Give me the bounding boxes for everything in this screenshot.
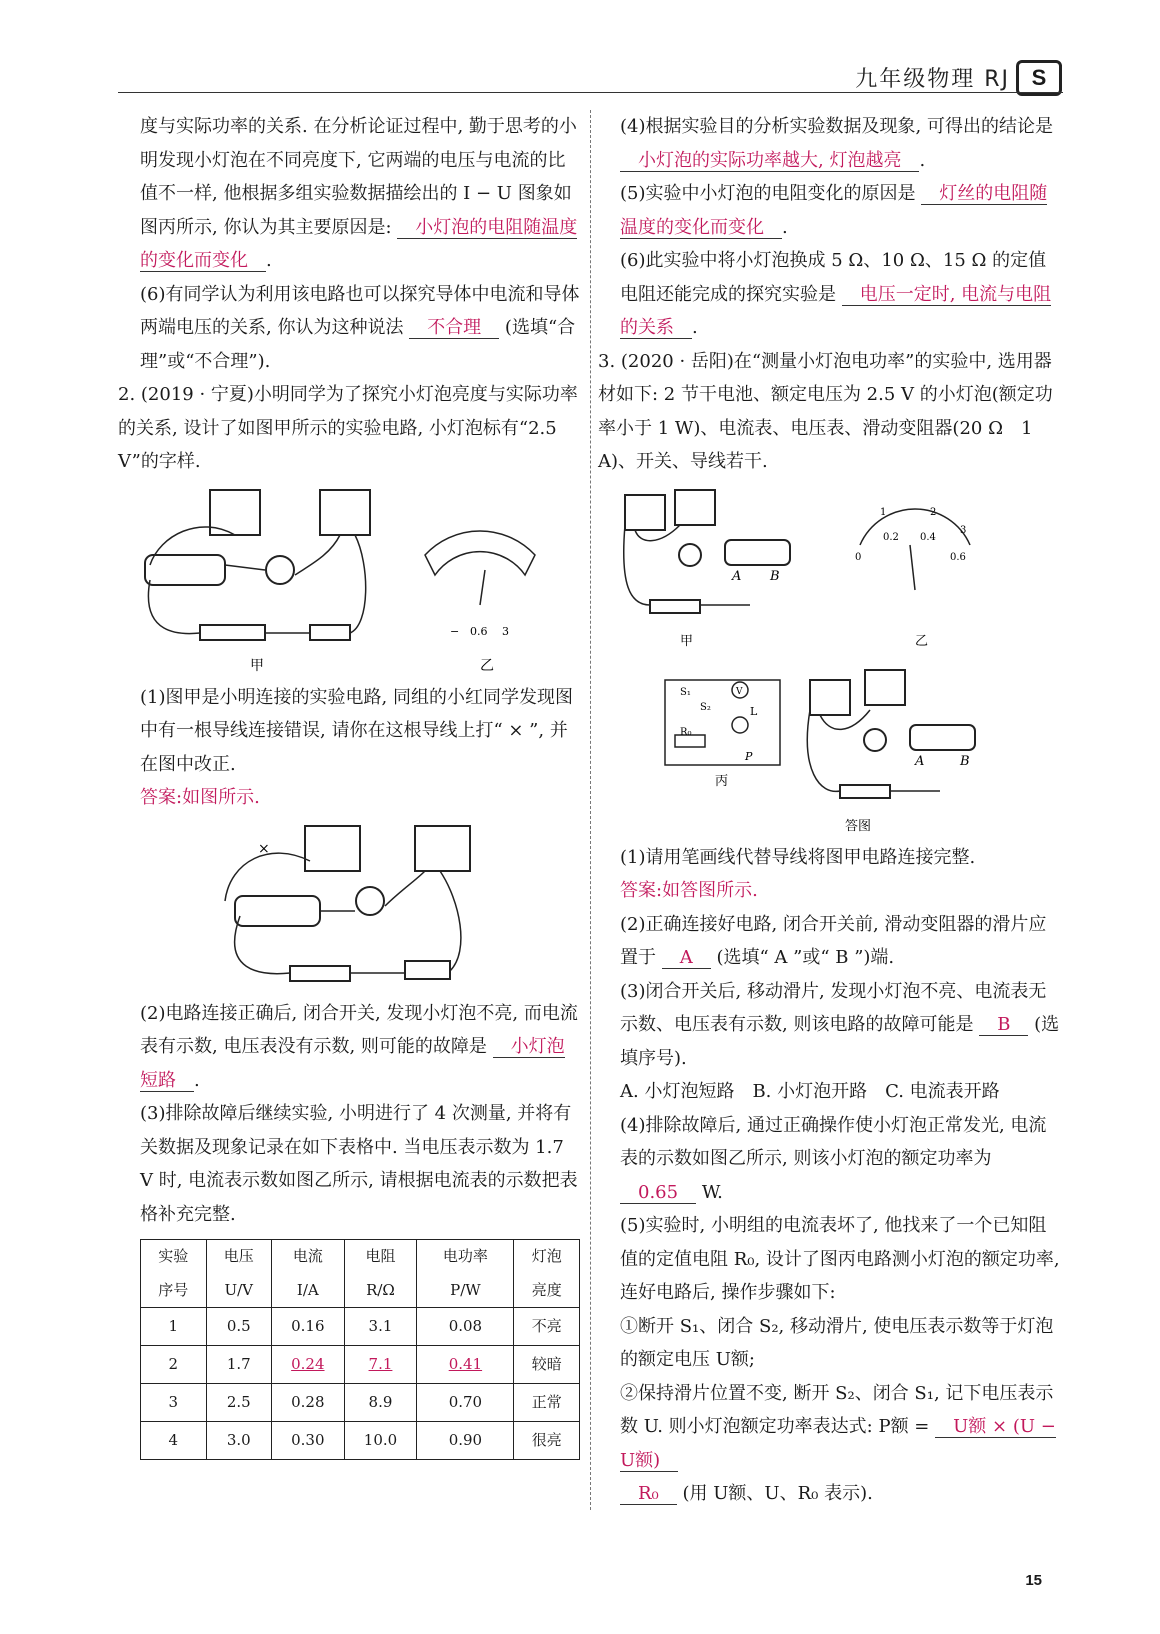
svg-text:1: 1: [880, 506, 887, 518]
svg-text:V: V: [736, 686, 743, 697]
q3-part5: (5)实验时, 小明组的电流表坏了, 他找来了一个已知阻值的定值电阻 R₀, 设计了图丙电路测小灯泡的额定功率, 连好电路后, 操作步骤如下:: [620, 1215, 1060, 1303]
svg-text:P: P: [745, 749, 753, 763]
right-column: [598, 110, 1060, 1511]
q3-circuit-diagrams: [620, 485, 1060, 835]
meter-terminal-neg: −: [450, 624, 460, 638]
answer-blank: 电压一定时, 电流与电阻的关系: [620, 283, 1052, 338]
q6-right: (6)此实验中将小灯泡换成 5 Ω、10 Ω、15 Ω 的定值电阻还能完成的探究实验是 电压一定时, 电流与电阻的关系 .: [620, 250, 1052, 338]
meter-terminal-06: 0.6: [470, 624, 488, 638]
svg-text:0.6: 0.6: [950, 551, 966, 563]
q2-part1-answer: 答案:如图所示.: [140, 787, 260, 808]
table-row: 2 1.7 0.24 7.1 0.41 较暗: [141, 1346, 580, 1384]
svg-text:0: 0: [855, 551, 862, 563]
svg-text:R₀: R₀: [680, 726, 692, 738]
q3-part5-step1: ①断开 S₁、闭合 S₂, 移动滑片, 使电压表示数等于灯泡的额定电压 U额;: [620, 1315, 1054, 1370]
answer-blank: A: [662, 947, 711, 969]
svg-text:3: 3: [960, 524, 967, 536]
caption-yi: 乙: [480, 657, 494, 674]
q2-part2: (2)电路连接正确后, 闭合开关, 发现小灯泡不亮, 而电流表有示数, 电压表没有示数, 则可能的故障是 小灯泡短路 .: [140, 1002, 578, 1091]
q3-part5-step2: ②保持滑片位置不变, 断开 S₂、闭合 S₁, 记下电压表示数 U. 则小灯泡额定功率表达式: P额 = U额 × (U − U额): [620, 1382, 1056, 1471]
cross-mark: ×: [258, 840, 270, 857]
figure-answer-circuit: [140, 821, 580, 991]
data-table: [140, 1239, 580, 1460]
q3-part2: (2)正确连接好电路, 闭合开关前, 滑动变阻器的滑片应置于 A (选填“ A ”或“ B ”)端.: [620, 913, 1047, 968]
q4-right: (4)根据实验目的分析实验数据及现象, 可得出的结论是 小灯泡的实际功率越大, 灯泡越亮 .: [620, 116, 1053, 171]
q3-part4: (4)排除故障后, 通过正确操作使小灯泡正常发光, 电流表的示数如图乙所示, 则该小灯泡的额定功率为 0.65 W.: [620, 1114, 1047, 1203]
svg-text:B: B: [960, 753, 970, 769]
page-number: 15: [1025, 1572, 1042, 1589]
left-column: [118, 110, 580, 1460]
answer-blank: 小灯泡的电阻随温度的变化而变化: [140, 216, 578, 271]
svg-text:0.4: 0.4: [920, 531, 936, 543]
answer-blank: 小灯泡短路: [140, 1036, 565, 1091]
column-divider: [590, 110, 591, 1510]
answer-blank: 0.65: [620, 1182, 696, 1204]
label-A: A: [732, 568, 742, 584]
answer-blank: 灯丝的电阻随温度的变化而变化: [620, 183, 1048, 238]
q6-left: (6)有同学认为利用该电路也可以探究导体中电流和导体两端电压的关系, 你认为这种说法 不合理 (选填“合理”或“不合理”).: [140, 283, 580, 372]
formula-numerator: U额 × (U − U额): [620, 1416, 1056, 1471]
answer-blank: 小灯泡的实际功率越大, 灯泡越亮: [620, 150, 919, 172]
caption-yi: 乙: [915, 633, 929, 649]
caption-jia: 甲: [680, 633, 694, 649]
svg-text:2: 2: [930, 506, 937, 518]
table-row: 1 0.5 0.16 3.1 0.08 不亮: [141, 1308, 580, 1346]
q3-part3-options: A. 小灯泡短路 B. 小灯泡开路 C. 电流表开路: [620, 1081, 1000, 1102]
label-B: B: [770, 568, 780, 584]
table-row: 3 2.5 0.28 8.9 0.70 正常: [141, 1384, 580, 1422]
header-rule: [118, 92, 1063, 93]
header-title: 九年级物理 RJ: [855, 67, 1010, 92]
circuit-diagram: [140, 485, 580, 675]
question-2-head: 2. (2019 · 宁夏)小明同学为了探究小灯泡亮度与实际功率的关系, 设计了如图甲所示的实验电路, 小灯泡标有“2.5 V”的字样.: [118, 384, 578, 472]
answer-circuit-diagram: [140, 821, 580, 991]
q3-part3: (3)闭合开关后, 移动滑片, 发现小灯泡不亮、电流表无示数、电压表有示数, 则该电路的故障可能是 B (选填序号).: [620, 980, 1060, 1069]
svg-text:0.2: 0.2: [883, 531, 899, 543]
q2-part1: (1)图甲是小明连接的实验电路, 同组的小红同学发现图中有一根导线连接错误, 请你在这根导线上打“ × ”, 并在图中改正.: [140, 686, 573, 775]
question-3-head: 3. (2020 · 岳阳)在“测量小灯泡电功率”的实验中, 选用器材如下: 2 节干电池、额定电压为 2.5 V 的小灯泡(额定功率小于 1 W)、电流表、电压表、滑动变阻器(20 Ω 1 A)、开关、导线若干.: [598, 350, 1053, 472]
q3-part1-answer: 答案:如答图所示.: [620, 880, 758, 901]
answer-blank: 不合理: [409, 317, 499, 339]
caption-jia: 甲: [250, 657, 264, 674]
svg-text:L: L: [750, 704, 758, 718]
caption-bing: 丙: [715, 773, 729, 789]
intro-paragraph: 度与实际功率的关系. 在分析论证过程中, 勤于思考的小明发现小灯泡在不同亮度下, 它两端的电压与电流的比值不一样, 他根据多组实验数据描绘出的 I − U 图象如图丙所示, 你认为其主要原因是: 小灯泡的电阻随温度的变化而变化 .: [140, 116, 578, 271]
table-row: 4 3.0 0.30 10.0 0.90 很亮: [141, 1422, 580, 1460]
svg-text:S₁: S₁: [680, 686, 691, 698]
q3-part5-formula: R₀ (用 U额、U、R₀ 表示).: [620, 1477, 1060, 1511]
svg-text:A: A: [915, 753, 925, 769]
q5-right: (5)实验中小灯泡的电阻变化的原因是 灯丝的电阻随温度的变化而变化 .: [620, 183, 1048, 238]
publisher-logo: S: [1016, 60, 1062, 96]
svg-text:S₂: S₂: [700, 701, 711, 713]
table-header-row: 实验 序号 电压 U/V 电流 I/A 电阻 R/Ω 电功率 P/W 灯泡 亮度: [141, 1240, 580, 1308]
answer-blank: B: [979, 1014, 1028, 1036]
formula-denominator: R₀: [620, 1483, 677, 1505]
meter-terminal-3: 3: [502, 624, 509, 638]
caption-answer-figure: 答图: [845, 818, 872, 834]
q3-part1: (1)请用笔画线代替导线将图甲电路连接完整.: [620, 846, 976, 868]
q2-part3: (3)排除故障后继续实验, 小明进行了 4 次测量, 并将有关数据及现象记录在如下表格中. 当电压表示数为 1.7 V 时, 电流表示数如图乙所示, 请根据电流表的示数把表格补充完整.: [140, 1103, 578, 1225]
figure-q3-circuits: [620, 485, 1060, 835]
figure-circuit-jia-yi: [140, 485, 580, 675]
